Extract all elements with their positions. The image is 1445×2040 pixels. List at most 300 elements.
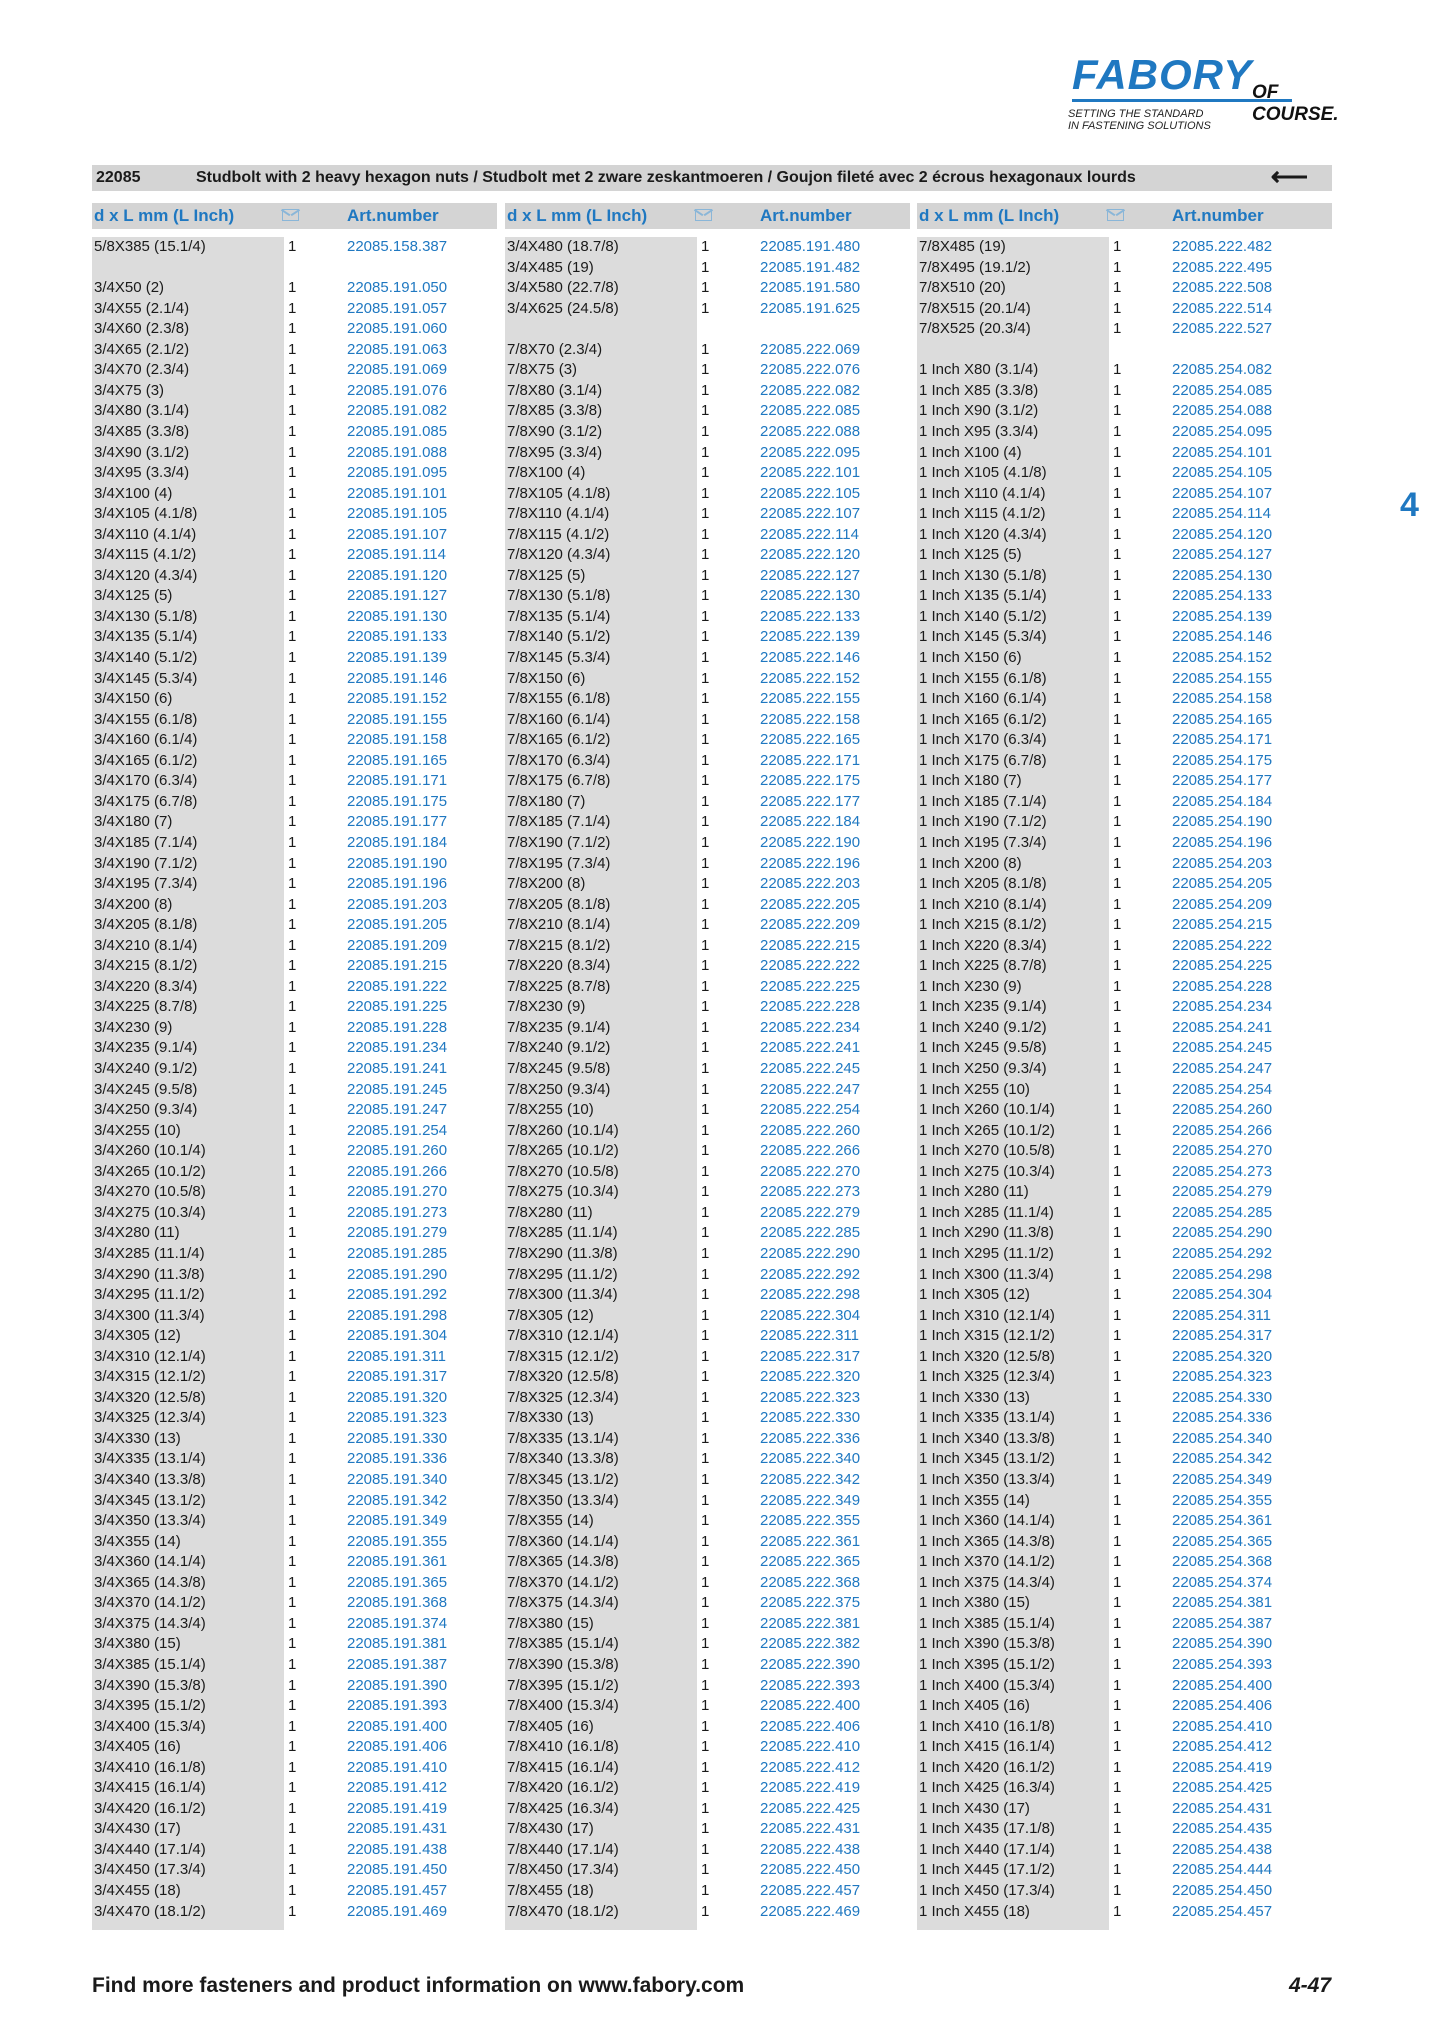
art-number-link[interactable]: 22085.191.330 (347, 1429, 448, 1447)
art-number-link[interactable]: 22085.191.120 (347, 566, 448, 584)
art-number-link[interactable]: 22085.254.425 (1172, 1779, 1273, 1797)
table-row (505, 1573, 910, 1593)
art-number-link[interactable]: 22085.191.374 (347, 1614, 448, 1632)
table-row (505, 1265, 910, 1285)
art-number-link[interactable]: 22085.222.146 (760, 649, 861, 666)
art-number-link[interactable]: 22085.191.412 (347, 1779, 448, 1797)
art-number-link[interactable]: 22085.222.495 (1172, 258, 1273, 276)
art-number-link[interactable]: 22085.222.450 (760, 1861, 861, 1879)
art-number-link[interactable]: 22085.191.393 (347, 1697, 448, 1715)
art-number-link[interactable]: 22085.158.387 (347, 238, 448, 255)
art-number-link[interactable]: 22085.254.146 (1172, 628, 1273, 646)
table-row (92, 627, 497, 647)
table-row (505, 1182, 910, 1202)
art-number-link[interactable]: 22085.191.105 (347, 505, 448, 523)
art-number-link[interactable]: 22085.222.101 (760, 464, 861, 482)
art-number-link[interactable]: 22085.222.419 (760, 1779, 861, 1797)
art-number-link[interactable]: 22085.222.368 (760, 1573, 861, 1591)
quantity-cell: 1 (701, 340, 710, 358)
art-number-link[interactable]: 22085.254.088 (1172, 402, 1273, 420)
art-number-link[interactable]: 22085.254.349 (1172, 1471, 1273, 1488)
art-number-link[interactable]: 22085.191.320 (347, 1388, 448, 1406)
art-number-link[interactable]: 22085.222.234 (760, 1018, 861, 1036)
quantity-cell: 1 (1113, 957, 1122, 975)
art-number-link[interactable]: 22085.191.365 (347, 1573, 448, 1591)
art-number-link[interactable]: 22085.191.060 (347, 320, 448, 338)
art-number-link[interactable]: 22085.254.105 (1172, 464, 1273, 482)
art-number-link[interactable]: 22085.222.410 (760, 1738, 861, 1756)
art-number-link[interactable]: 22085.191.323 (347, 1409, 448, 1427)
art-number-link[interactable]: 22085.222.254 (760, 1101, 861, 1119)
art-number-link[interactable]: 22085.222.469 (760, 1902, 861, 1920)
table-row (92, 1552, 497, 1572)
art-number-link[interactable]: 22085.254.292 (1172, 1244, 1273, 1262)
size-cell: 7/8X285 (11.1/4) (507, 1224, 618, 1242)
art-number-link[interactable]: 22085.254.266 (1172, 1121, 1273, 1139)
art-number-link[interactable]: 22085.191.336 (347, 1450, 448, 1468)
art-number-link[interactable]: 22085.222.209 (760, 916, 861, 934)
art-number-link[interactable]: 22085.222.361 (760, 1532, 861, 1550)
art-number-link[interactable]: 22085.254.320 (1172, 1347, 1273, 1365)
art-number-link[interactable]: 22085.191.158 (347, 731, 448, 749)
art-number-link[interactable]: 22085.254.330 (1172, 1388, 1273, 1406)
table-row (505, 1676, 910, 1696)
table-row (917, 812, 1322, 832)
art-number-link[interactable]: 22085.191.469 (347, 1902, 448, 1920)
art-number-link[interactable]: 22085.222.457 (760, 1882, 861, 1899)
art-number-link[interactable]: 22085.191.139 (347, 649, 448, 666)
size-column-header: d x L mm (L Inch) (94, 206, 235, 225)
art-number-link[interactable]: 22085.254.222 (1172, 936, 1273, 954)
art-number-link[interactable]: 22085.254.304 (1172, 1286, 1273, 1304)
art-number-link[interactable]: 22085.191.205 (347, 916, 448, 934)
art-number-link[interactable]: 22085.254.152 (1172, 649, 1273, 666)
art-number-link[interactable]: 22085.222.076 (760, 361, 861, 379)
quantity-cell: 1 (288, 1573, 297, 1591)
art-number-link[interactable]: 22085.254.101 (1172, 443, 1273, 461)
art-number-link[interactable]: 22085.254.273 (1172, 1162, 1273, 1180)
art-number-link[interactable]: 22085.222.165 (760, 731, 861, 749)
art-number-link[interactable]: 22085.254.139 (1172, 607, 1273, 625)
art-number-link[interactable]: 22085.254.270 (1172, 1142, 1273, 1160)
art-number-link[interactable]: 22085.222.431 (760, 1820, 861, 1838)
art-number-link[interactable]: 22085.254.082 (1172, 361, 1273, 379)
art-number-link[interactable]: 22085.222.245 (760, 1060, 861, 1077)
art-number-link[interactable]: 22085.191.270 (347, 1183, 448, 1201)
art-number-link[interactable]: 22085.191.410 (347, 1758, 448, 1776)
table-row (505, 997, 910, 1017)
art-number-link[interactable]: 22085.191.088 (347, 443, 448, 461)
quantity-cell: 1 (1113, 936, 1122, 954)
art-number-link[interactable]: 22085.191.419 (347, 1799, 448, 1817)
table-row (92, 833, 497, 853)
logo-brand: FABORY (1072, 51, 1253, 98)
quantity-cell: 1 (288, 1717, 297, 1735)
art-number-link[interactable]: 22085.191.196 (347, 875, 448, 893)
table-row (92, 1326, 497, 1346)
art-number-link[interactable]: 22085.191.361 (347, 1553, 448, 1571)
art-number-link[interactable]: 22085.254.107 (1172, 484, 1273, 502)
art-number-link[interactable]: 22085.222.381 (760, 1614, 861, 1632)
art-number-link[interactable]: 22085.222.069 (760, 340, 861, 358)
art-number-link[interactable]: 22085.191.152 (347, 690, 448, 708)
art-number-link[interactable]: 22085.254.290 (1172, 1224, 1273, 1242)
art-number-link[interactable]: 22085.191.285 (347, 1244, 448, 1262)
art-number-link[interactable]: 22085.222.175 (760, 772, 861, 790)
art-number-link[interactable]: 22085.222.171 (760, 751, 861, 769)
art-number-link[interactable]: 22085.222.320 (760, 1368, 861, 1386)
art-number-link[interactable]: 22085.222.330 (760, 1409, 861, 1427)
art-number-link[interactable]: 22085.222.273 (760, 1183, 861, 1201)
art-number-link[interactable]: 22085.254.196 (1172, 833, 1273, 851)
art-number-link[interactable]: 22085.222.133 (760, 607, 861, 625)
art-number-link[interactable]: 22085.191.304 (347, 1327, 448, 1345)
size-cell: 7/8X210 (8.1/4) (507, 916, 611, 934)
art-number-link[interactable]: 22085.191.260 (347, 1142, 448, 1160)
art-number-link[interactable]: 22085.222.114 (760, 525, 859, 543)
art-number-link[interactable]: 22085.254.374 (1172, 1573, 1273, 1591)
art-number-link[interactable]: 22085.254.127 (1172, 546, 1273, 564)
art-number-link[interactable]: 22085.222.222 (760, 957, 861, 975)
art-number-link[interactable]: 22085.191.127 (347, 587, 448, 605)
art-number-link[interactable]: 22085.222.311 (760, 1327, 859, 1345)
art-number-link[interactable]: 22085.191.190 (347, 854, 448, 872)
art-number-link[interactable]: 22085.191.368 (347, 1594, 448, 1612)
art-number-link[interactable]: 22085.254.120 (1172, 525, 1273, 543)
art-number-link[interactable]: 22085.191.273 (347, 1203, 448, 1221)
table-row (92, 1059, 497, 1079)
table-row (917, 1593, 1322, 1613)
size-cell: 3/4X95 (3.3/4) (94, 464, 190, 482)
quantity-cell: 1 (288, 1306, 297, 1324)
art-number-link[interactable]: 22085.191.311 (347, 1347, 446, 1365)
art-number-link[interactable]: 22085.254.406 (1172, 1697, 1273, 1715)
art-number-link[interactable]: 22085.191.406 (347, 1738, 448, 1756)
art-number-link[interactable]: 22085.222.508 (1172, 279, 1273, 297)
table-row (505, 381, 910, 401)
art-number-link[interactable]: 22085.254.435 (1172, 1820, 1273, 1838)
art-number-link[interactable]: 22085.222.290 (760, 1244, 861, 1262)
art-number-link[interactable]: 22085.254.450 (1172, 1882, 1273, 1899)
art-number-link[interactable]: 22085.222.203 (760, 875, 861, 893)
art-number-link[interactable]: 22085.222.292 (760, 1265, 861, 1283)
art-number-link[interactable]: 22085.222.323 (760, 1388, 861, 1406)
art-number-link[interactable]: 22085.191.085 (347, 422, 448, 440)
art-number-link[interactable]: 22085.191.114 (347, 546, 446, 564)
quantity-cell: 1 (288, 1286, 297, 1304)
art-number-link[interactable]: 22085.222.082 (760, 381, 861, 399)
size-cell: 7/8X290 (11.3/8) (507, 1244, 618, 1262)
art-number-link[interactable]: 22085.222.152 (760, 669, 861, 687)
art-number-link[interactable]: 22085.254.155 (1172, 669, 1273, 687)
size-cell: 1 Inch X275 (10.3/4) (919, 1162, 1055, 1180)
art-number-link[interactable]: 22085.254.203 (1172, 854, 1273, 872)
quantity-cell: 1 (701, 833, 710, 851)
art-number-link[interactable]: 22085.222.393 (760, 1676, 861, 1694)
art-number-link[interactable]: 22085.191.171 (347, 772, 448, 790)
art-number-link[interactable]: 22085.222.425 (760, 1799, 861, 1817)
art-number-link[interactable]: 22085.191.130 (347, 607, 448, 625)
art-number-link[interactable]: 22085.254.205 (1172, 875, 1273, 893)
quantity-cell: 1 (288, 1347, 297, 1365)
table-row (92, 812, 497, 832)
art-number-link[interactable]: 22085.254.410 (1172, 1717, 1273, 1735)
art-number-link[interactable]: 22085.191.400 (347, 1717, 448, 1735)
art-number-link[interactable]: 22085.254.355 (1172, 1491, 1273, 1509)
art-number-link[interactable]: 22085.254.177 (1172, 772, 1273, 790)
art-number-link[interactable]: 22085.254.175 (1172, 751, 1273, 769)
art-number-link[interactable]: 22085.191.580 (760, 279, 861, 297)
size-cell: 3/4X60 (2.3/8) (94, 320, 190, 338)
art-number-link[interactable]: 22085.222.120 (760, 546, 861, 564)
art-number-link[interactable]: 22085.254.311 (1172, 1306, 1271, 1324)
art-number-link[interactable]: 22085.254.393 (1172, 1655, 1273, 1673)
art-number-link[interactable]: 22085.254.171 (1172, 731, 1273, 749)
art-number-link[interactable]: 22085.254.368 (1172, 1553, 1273, 1571)
art-number-link[interactable]: 22085.254.340 (1172, 1429, 1273, 1447)
size-cell: 1 Inch X215 (8.1/2) (919, 916, 1047, 934)
art-number-link[interactable]: 22085.222.270 (760, 1162, 861, 1180)
size-cell: 7/8X170 (6.3/4) (507, 751, 611, 769)
art-number-link[interactable]: 22085.222.130 (760, 587, 861, 605)
art-number-link[interactable]: 22085.191.095 (347, 464, 448, 482)
quantity-cell: 1 (1113, 238, 1122, 255)
art-number-link[interactable]: 22085.254.158 (1172, 690, 1273, 708)
art-number-link[interactable]: 22085.254.228 (1172, 977, 1273, 995)
art-number-link[interactable]: 22085.191.222 (347, 977, 448, 995)
art-number-link[interactable]: 22085.191.355 (347, 1532, 448, 1550)
art-number-link[interactable]: 22085.222.304 (760, 1306, 861, 1324)
art-number-link[interactable]: 22085.254.247 (1172, 1060, 1273, 1077)
art-number-link[interactable]: 22085.222.285 (760, 1224, 861, 1242)
art-number-link[interactable]: 22085.222.228 (760, 998, 861, 1016)
art-number-link[interactable]: 22085.222.349 (760, 1491, 861, 1509)
art-number-link[interactable]: 22085.191.184 (347, 833, 448, 851)
art-number-link[interactable]: 22085.254.225 (1172, 957, 1273, 975)
art-number-link[interactable]: 22085.254.165 (1172, 710, 1273, 728)
art-number-link[interactable]: 22085.191.215 (347, 957, 448, 975)
art-number-link[interactable]: 22085.222.317 (760, 1347, 861, 1365)
art-number-link[interactable]: 22085.191.431 (347, 1820, 448, 1838)
art-number-link[interactable]: 22085.222.266 (760, 1142, 861, 1160)
art-number-link[interactable]: 22085.222.215 (760, 936, 861, 954)
art-number-link[interactable]: 22085.191.298 (347, 1306, 448, 1324)
quantity-cell: 1 (288, 546, 297, 564)
art-number-link[interactable]: 22085.191.155 (347, 710, 448, 728)
art-number-link[interactable]: 22085.222.196 (760, 854, 861, 872)
quantity-cell: 1 (288, 833, 297, 851)
art-number-link[interactable]: 22085.191.247 (347, 1101, 448, 1119)
art-number-link[interactable]: 22085.222.340 (760, 1450, 861, 1468)
art-number-link[interactable]: 22085.254.241 (1172, 1018, 1273, 1036)
art-number-link[interactable]: 22085.222.382 (760, 1635, 861, 1653)
art-number-link[interactable]: 22085.222.406 (760, 1717, 861, 1735)
art-number-link[interactable]: 22085.254.215 (1172, 916, 1273, 934)
art-number-link[interactable]: 22085.191.175 (347, 792, 448, 810)
art-number-link[interactable]: 22085.222.438 (760, 1840, 861, 1858)
art-number-link[interactable]: 22085.222.390 (760, 1655, 861, 1673)
art-number-link[interactable]: 22085.222.298 (760, 1286, 861, 1304)
art-number-link[interactable]: 22085.191.290 (347, 1265, 448, 1283)
art-number-link[interactable]: 22085.191.107 (347, 525, 448, 543)
table-row (505, 1244, 910, 1264)
art-number-link[interactable]: 22085.222.279 (760, 1203, 861, 1221)
art-number-link[interactable]: 22085.191.438 (347, 1840, 448, 1858)
art-number-link[interactable]: 22085.254.457 (1172, 1902, 1273, 1920)
art-number-link[interactable]: 22085.191.266 (347, 1162, 448, 1180)
art-number-link[interactable]: 22085.191.101 (347, 484, 448, 502)
quantity-cell: 1 (288, 299, 297, 317)
art-number-link[interactable]: 22085.191.625 (760, 299, 861, 317)
art-number-link[interactable]: 22085.254.114 (1172, 505, 1271, 523)
size-cell: 1 Inch X315 (12.1/2) (919, 1327, 1055, 1345)
art-number-link[interactable]: 22085.191.342 (347, 1491, 448, 1509)
table-row (505, 258, 910, 278)
art-number-link[interactable]: 22085.191.450 (347, 1861, 448, 1879)
art-number-link[interactable]: 22085.191.390 (347, 1676, 448, 1694)
art-number-link[interactable]: 22085.254.130 (1172, 566, 1273, 584)
art-number-link[interactable]: 22085.191.063 (347, 340, 448, 358)
art-number-link[interactable]: 22085.191.209 (347, 936, 448, 954)
art-number-link[interactable]: 22085.254.133 (1172, 587, 1273, 605)
art-number-link[interactable]: 22085.222.158 (760, 710, 861, 728)
art-number-link[interactable]: 22085.191.050 (347, 279, 448, 297)
art-number-link[interactable]: 22085.254.438 (1172, 1840, 1273, 1858)
art-number-link[interactable]: 22085.222.527 (1172, 320, 1273, 338)
art-number-link[interactable]: 22085.254.444 (1172, 1861, 1273, 1879)
art-number-link[interactable]: 22085.222.412 (760, 1758, 861, 1776)
art-number-link[interactable]: 22085.191.340 (347, 1471, 448, 1488)
art-number-link[interactable]: 22085.191.076 (347, 381, 448, 399)
art-number-link[interactable]: 22085.191.241 (347, 1060, 448, 1077)
art-number-link[interactable]: 22085.254.387 (1172, 1614, 1273, 1632)
quantity-cell: 1 (288, 464, 297, 482)
back-arrow-icon[interactable]: ⟵ (1270, 161, 1308, 191)
quantity-cell: 1 (701, 1861, 710, 1879)
art-number-link[interactable]: 22085.191.317 (347, 1368, 448, 1386)
art-number-link[interactable]: 22085.254.184 (1172, 792, 1273, 810)
art-number-link[interactable]: 22085.191.245 (347, 1080, 448, 1098)
art-number-link[interactable]: 22085.222.400 (760, 1697, 861, 1715)
art-number-link[interactable]: 22085.191.387 (347, 1655, 448, 1673)
art-number-link[interactable]: 22085.191.234 (347, 1039, 448, 1057)
art-number-link[interactable]: 22085.191.177 (347, 813, 448, 831)
art-number-link[interactable]: 22085.254.095 (1172, 422, 1273, 440)
art-number-link[interactable]: 22085.191.228 (347, 1018, 448, 1036)
art-number-link[interactable]: 22085.254.279 (1172, 1183, 1273, 1201)
art-number-link[interactable]: 22085.254.234 (1172, 998, 1273, 1016)
table-row (92, 278, 497, 298)
art-number-link[interactable]: 22085.191.381 (347, 1635, 448, 1653)
art-number-link[interactable]: 22085.222.107 (760, 505, 861, 523)
art-number-link[interactable]: 22085.191.069 (347, 361, 448, 379)
art-number-link[interactable]: 22085.191.349 (347, 1512, 448, 1530)
art-number-link[interactable]: 22085.254.323 (1172, 1368, 1273, 1386)
art-number-link[interactable]: 22085.191.254 (347, 1121, 448, 1139)
size-cell: 1 Inch X290 (11.3/8) (919, 1224, 1054, 1242)
art-number-link[interactable]: 22085.191.203 (347, 895, 448, 913)
art-number-link[interactable]: 22085.254.419 (1172, 1758, 1273, 1776)
art-number-link[interactable]: 22085.191.165 (347, 751, 448, 769)
art-number-link[interactable]: 22085.254.190 (1172, 813, 1273, 831)
art-number-link[interactable]: 22085.222.247 (760, 1080, 861, 1098)
quantity-cell: 1 (701, 1244, 710, 1262)
art-number-link[interactable]: 22085.254.390 (1172, 1635, 1273, 1653)
size-cell: 1 Inch X300 (11.3/4) (919, 1265, 1054, 1283)
art-number-link[interactable]: 22085.254.365 (1172, 1532, 1273, 1550)
quantity-cell: 1 (1113, 895, 1122, 913)
table-row (505, 360, 910, 380)
art-number-link[interactable]: 22085.191.146 (347, 669, 448, 687)
art-number-link[interactable]: 22085.222.085 (760, 402, 861, 420)
table-row (917, 1449, 1322, 1469)
art-number-link[interactable]: 22085.222.375 (760, 1594, 861, 1612)
art-number-link[interactable]: 22085.254.298 (1172, 1265, 1273, 1283)
art-number-link[interactable]: 22085.222.365 (760, 1553, 861, 1571)
art-number-link[interactable]: 22085.191.279 (347, 1224, 448, 1242)
art-number-link[interactable]: 22085.222.139 (760, 628, 861, 646)
art-number-link[interactable]: 22085.191.082 (347, 402, 448, 420)
art-number-link[interactable]: 22085.222.514 (1172, 299, 1273, 317)
art-number-link[interactable]: 22085.254.260 (1172, 1101, 1273, 1119)
art-number-link[interactable]: 22085.254.209 (1172, 895, 1273, 913)
art-number-link[interactable]: 22085.222.225 (760, 977, 861, 995)
art-number-link[interactable]: 22085.222.342 (760, 1471, 861, 1488)
art-number-link[interactable]: 22085.254.285 (1172, 1203, 1273, 1221)
art-number-link[interactable]: 22085.191.225 (347, 998, 448, 1016)
art-number-link[interactable]: 22085.222.482 (1172, 238, 1273, 255)
size-cell: 7/8X215 (8.1/2) (507, 936, 611, 954)
art-number-link[interactable]: 22085.222.155 (760, 690, 861, 708)
art-number-link[interactable]: 22085.191.057 (347, 299, 448, 317)
art-number-link[interactable]: 22085.222.260 (760, 1121, 861, 1139)
art-number-link[interactable]: 22085.222.205 (760, 895, 861, 913)
art-number-link[interactable]: 22085.222.095 (760, 443, 861, 461)
quantity-cell: 1 (1113, 1142, 1122, 1160)
art-number-link[interactable]: 22085.254.336 (1172, 1409, 1273, 1427)
art-number-link[interactable]: 22085.254.317 (1172, 1327, 1273, 1345)
size-cell: 7/8X325 (12.3/4) (507, 1388, 619, 1406)
art-number-link[interactable]: 22085.222.190 (760, 833, 861, 851)
art-number-link[interactable]: 22085.191.480 (760, 238, 861, 255)
art-number-link[interactable]: 22085.222.088 (760, 422, 861, 440)
art-number-link[interactable]: 22085.222.105 (760, 484, 861, 502)
table-row (92, 956, 497, 976)
art-number-link[interactable]: 22085.222.336 (760, 1429, 861, 1447)
quantity-cell: 1 (701, 464, 710, 482)
art-number-link[interactable]: 22085.222.127 (760, 566, 861, 584)
art-number-link[interactable]: 22085.222.177 (760, 792, 861, 810)
table-row (505, 1511, 910, 1531)
art-number-link[interactable]: 22085.222.355 (760, 1512, 861, 1530)
art-number-link[interactable]: 22085.191.133 (347, 628, 448, 646)
art-number-link[interactable]: 22085.254.245 (1172, 1039, 1273, 1057)
table-row (917, 751, 1322, 771)
art-number-link[interactable]: 22085.254.381 (1172, 1594, 1273, 1612)
art-number-link[interactable]: 22085.254.342 (1172, 1450, 1273, 1468)
art-number-link[interactable]: 22085.254.431 (1172, 1799, 1273, 1817)
art-number-link[interactable]: 22085.222.184 (760, 813, 861, 831)
art-number-link[interactable]: 22085.191.292 (347, 1286, 448, 1304)
art-number-link[interactable]: 22085.191.457 (347, 1882, 448, 1899)
art-number-link[interactable]: 22085.191.482 (760, 258, 861, 276)
art-number-link[interactable]: 22085.222.241 (760, 1039, 861, 1057)
art-number-link[interactable]: 22085.254.412 (1172, 1738, 1273, 1756)
art-number-link[interactable]: 22085.254.254 (1172, 1080, 1273, 1098)
art-number-link[interactable]: 22085.254.400 (1172, 1676, 1273, 1694)
art-number-link[interactable]: 22085.254.361 (1172, 1512, 1273, 1530)
art-number-link[interactable]: 22085.254.085 (1172, 381, 1273, 399)
